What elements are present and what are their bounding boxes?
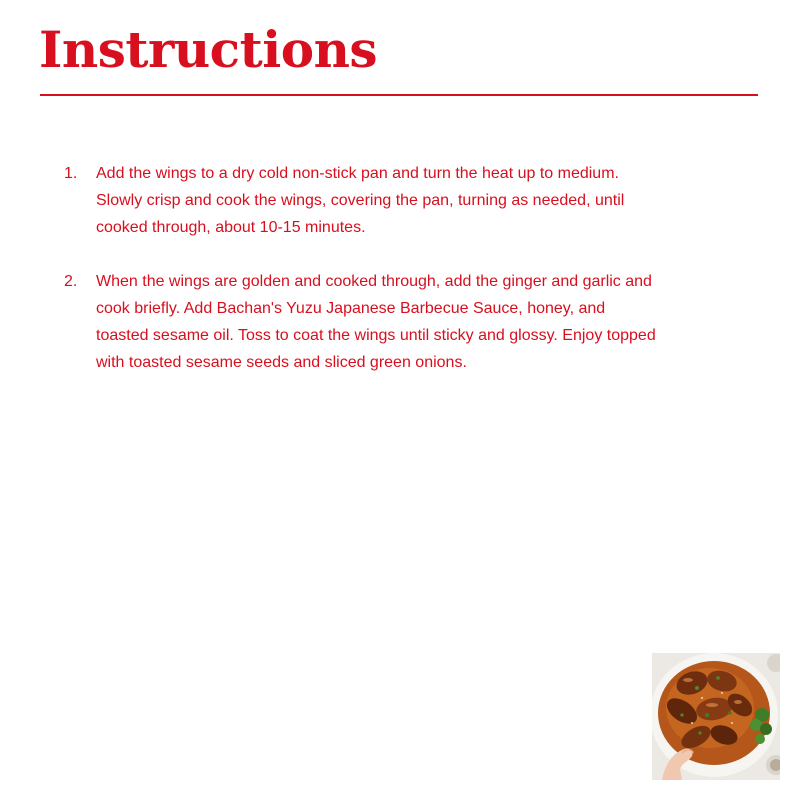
step-number: 2. — [64, 273, 78, 290]
step-text: Add the wings to a dry cold non-stick pan and turn the heat up to medium. Slowly crisp and cook the wings, covering the pan, turning as needed, until cooked through, about 10-15 minutes. — [96, 165, 625, 236]
step-text: When the wings are golden and cooked through, add the ginger and garlic and cook briefly. Add Bachan's Yuzu Japanese Barbecue Sauce, honey, and toasted sesame oil. Toss to coat the wings until sticky and glossy. Enjoy topped with toasted sesame seeds and sliced green onions. — [96, 273, 656, 371]
title-divider — [40, 94, 758, 96]
page-title: Instructions — [39, 20, 378, 79]
instruction-step — [62, 160, 662, 241]
instruction-list — [62, 160, 662, 403]
instruction-step — [62, 268, 662, 376]
glazed-wings-photo — [652, 653, 780, 780]
step-number: 1. — [64, 165, 78, 182]
wings-photo-illustration — [652, 653, 780, 780]
